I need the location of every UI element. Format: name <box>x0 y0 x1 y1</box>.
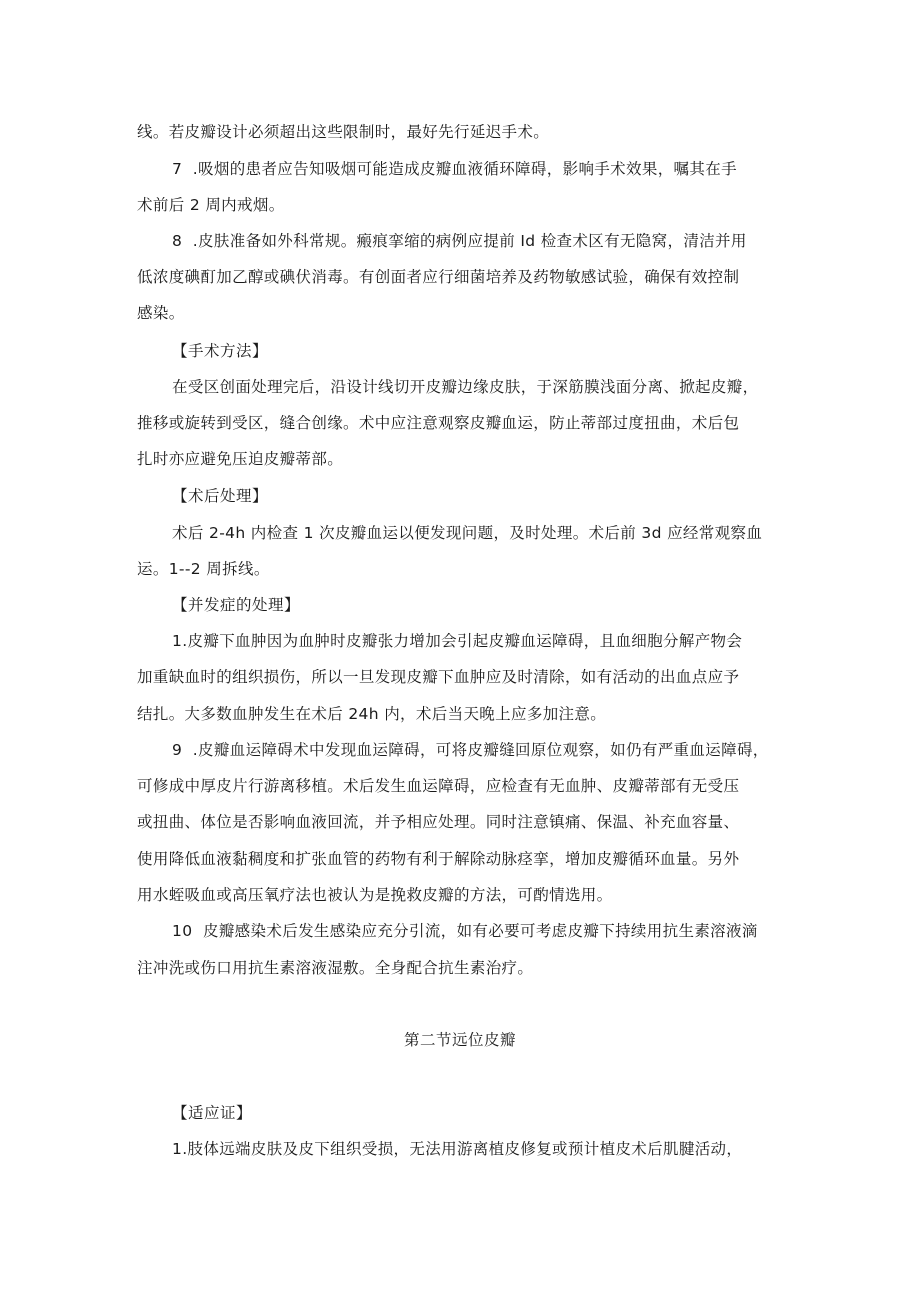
paragraph-line: 用水蛭吸血或高压氧疗法也被认为是挽救皮瓣的方法，可酌情选用。 <box>137 886 613 904</box>
paragraph-line: 9 .皮瓣血运障碍术中发现血运障碍，可将皮瓣缝回原位观察，如仍有严重血运障碍， <box>172 741 769 759</box>
paragraph-line: 结扎。大多数血肿发生在术后 24h 内，术后当天晚上应多加注意。 <box>137 705 607 723</box>
paragraph-line: 低浓度碘酊加乙醇或碘伏消毒。有创面者应行细菌培养及药物敏感试验，确保有效控制 <box>137 268 740 286</box>
paragraph-line: 或扭曲、体位是否影响血液回流，并予相应处理。同时注意镇痛、保温、补充血容量、 <box>137 813 740 831</box>
paragraph-line: 运。1--2 周拆线。 <box>137 560 270 578</box>
paragraph-line: 可修成中厚皮片行游离移植。术后发生血运障碍，应检查有无血肿、皮瓣蒂部有无受压 <box>137 777 740 795</box>
paragraph-line: 在受区创面处理完后，沿设计线切开皮瓣边缘皮肤，于深筋膜浅面分离、掀起皮瓣， <box>172 378 759 396</box>
section-heading-postop: 【术后处理】 <box>172 487 269 505</box>
paragraph-line: 1.肢体远端皮肤及皮下组织受损，无法用游离植皮修复或预计植皮术后肌腱活动， <box>172 1140 743 1158</box>
paragraph-line: 1.皮瓣下血肿因为血肿时皮瓣张力增加会引起皮瓣血运障碍，且血细胞分解产物会 <box>172 632 743 650</box>
section-heading-indications: 【适应证】 <box>172 1104 253 1122</box>
paragraph-line: 术前后 2 周内戒烟。 <box>137 196 285 214</box>
section-title: 第二节远位皮瓣 <box>403 1031 516 1049</box>
paragraph-line: 10 皮瓣感染术后发生感染应充分引流，如有必要可考虑皮瓣下持续用抗生素溶液滴 <box>172 922 758 940</box>
paragraph-line: 扎时亦应避免压迫皮瓣蒂部。 <box>137 450 344 468</box>
paragraph-line: 加重缺血时的组织损伤，所以一旦发现皮瓣下血肿应及时清除，如有活动的出血点应予 <box>137 668 740 686</box>
paragraph-line: 8 .皮肤准备如外科常规。瘢痕挛缩的病例应提前 Id 检查术区有无隐窝，清洁并用 <box>172 232 747 250</box>
paragraph-line: 使用降低血液黏稠度和扩张血管的药物有利于解除动脉痉挛，增加皮瓣循环血量。另外 <box>137 850 740 868</box>
paragraph-line: 注冲洗或伤口用抗生素溶液湿敷。全身配合抗生素治疗。 <box>137 959 534 977</box>
paragraph-line: 7 .吸烟的患者应告知吸烟可能造成皮瓣血液循环障碍，影响手术效果，嘱其在手 <box>172 160 737 178</box>
paragraph-line: 感染。 <box>137 304 185 322</box>
paragraph-line: 线。若皮瓣设计必须超出这些限制时，最好先行延迟手术。 <box>137 123 550 141</box>
section-heading-complications: 【并发症的处理】 <box>172 596 301 614</box>
paragraph-line: 术后 2-4h 内检查 1 次皮瓣血运以便发现问题，及时处理。术后前 3d 应经常观察血 <box>172 524 763 542</box>
section-heading-surgery-method: 【手术方法】 <box>172 342 269 360</box>
paragraph-line: 推移或旋转到受区，缝合创缘。术中应注意观察皮瓣血运，防止蒂部过度扭曲，术后包 <box>137 414 740 432</box>
